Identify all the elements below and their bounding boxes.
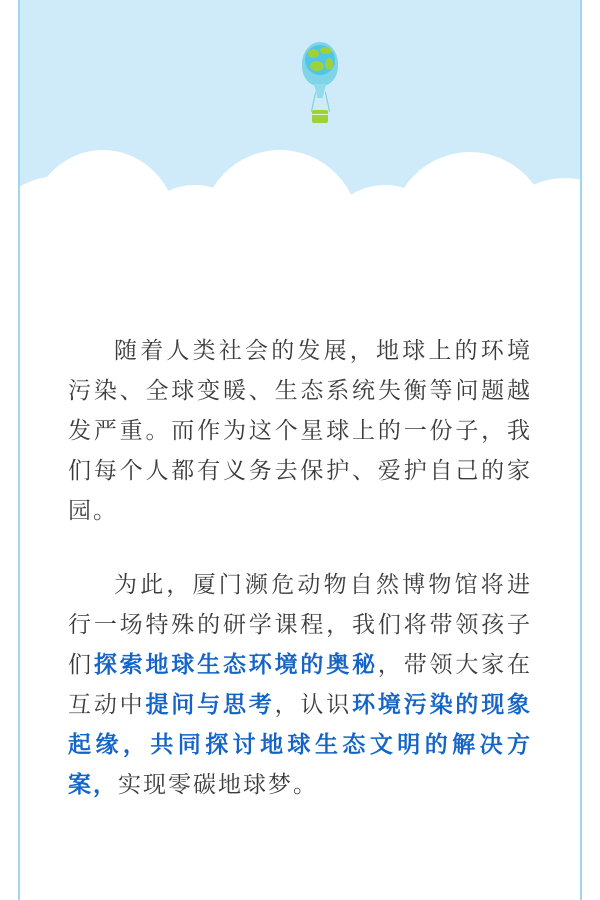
balloon-basket-band <box>312 114 328 115</box>
balloon-neck <box>314 84 326 98</box>
highlighted-text: 探索地球生态环境的奥秘 <box>93 651 378 677</box>
body-text: 实现零碳地球梦。 <box>118 771 318 797</box>
body-text: ，认识 <box>274 691 353 717</box>
body-text: 为此，厦门濒危动物自然博物馆将进行一场特殊的研学课程，我们将带领孩子们 <box>68 571 532 677</box>
globe-landmass <box>325 58 333 70</box>
globe-landmass <box>308 49 319 58</box>
body-text: ，带领大家在互动中 <box>68 651 533 717</box>
balloon-rope <box>311 92 316 112</box>
balloon-rope <box>325 92 330 112</box>
hot-air-balloon-icon <box>292 42 348 142</box>
body-text: 随着人类社会的发展，地球上的环境污染、全球变暖、生态系统失衡等问题越发严重。而作为这个星球上的一份子，我们每个人都有义务去保护、爱护自己的家园。 <box>68 337 532 523</box>
paragraph-1 <box>68 330 532 530</box>
earth-globe-icon <box>305 45 335 75</box>
cloud-base <box>20 210 580 330</box>
frame-line-right <box>580 0 582 900</box>
sky-illustration <box>20 0 580 330</box>
highlighted-text: 提问与思考 <box>145 691 275 717</box>
paragraph-2 <box>68 564 532 804</box>
globe-landmass <box>320 47 332 54</box>
balloon-basket <box>312 110 328 123</box>
globe-landmass <box>310 61 324 71</box>
article-body <box>20 330 580 838</box>
highlighted-text: 环境污染的现象起缘，共同探讨地球生态文明的解决方案， <box>68 691 533 797</box>
